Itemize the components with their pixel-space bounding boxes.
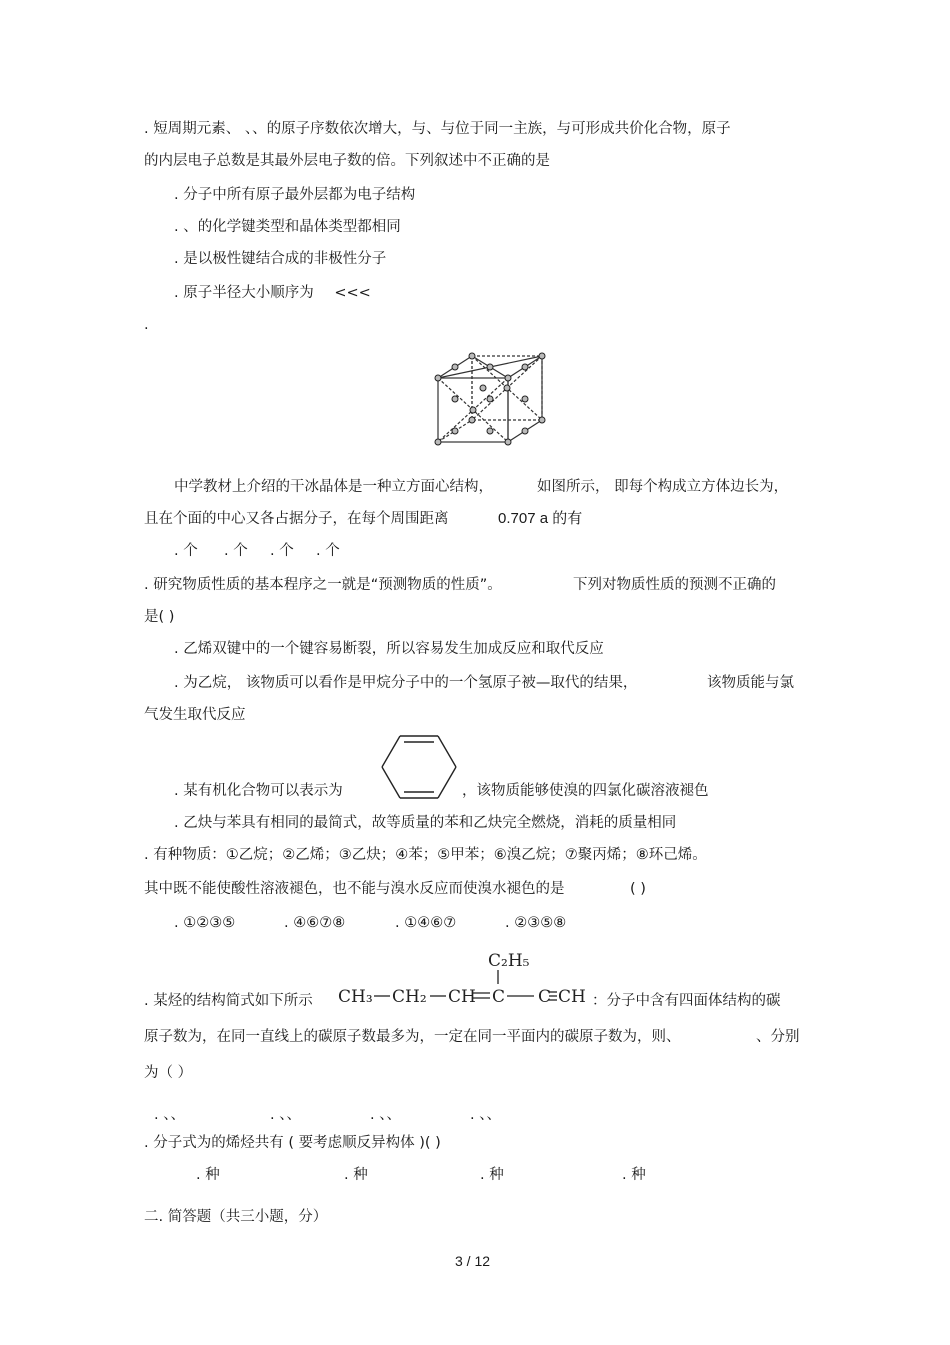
- formula-c5: C: [538, 987, 552, 1007]
- q5-option-a: . 、、: [154, 1107, 185, 1123]
- q6-stem: . 分子式为的烯烃共有 ( 要考虑顺反异构体 )( ): [144, 1135, 441, 1151]
- q4-option-d: . ②③⑤⑧: [505, 915, 567, 931]
- q2-option-a: . 个: [174, 543, 198, 559]
- q1-option-d-prefix: . 原子半径大小顺序为: [174, 285, 314, 301]
- formula-c1: CH₃: [338, 987, 373, 1007]
- q5-stem-suffix: ：分子中含有四面体结构的碳: [592, 993, 781, 1009]
- q3-stem-line2: 是( ): [144, 609, 175, 625]
- q3-stem-line1-b: 下列对物质性质的预测不正确的: [573, 577, 776, 593]
- q1-option-d-order: <<<: [334, 285, 371, 301]
- q5-option-d: . 、、: [470, 1107, 501, 1123]
- q2-stem-line1-a: 中学教材上介绍的干冰晶体是一种立方面心结构，: [174, 479, 493, 495]
- formula-c4: C: [492, 987, 506, 1007]
- q1-option-d: [174, 284, 371, 302]
- q5-option-b: . 、、: [270, 1107, 301, 1123]
- q3-stem-line1-a: . 研究物质性质的基本程序之一就是“预测物质的性质”。: [144, 577, 502, 593]
- q5-option-c: . 、、: [370, 1107, 401, 1123]
- page-number: 3 / 12: [455, 1253, 491, 1269]
- q2-option-b: . 个: [224, 543, 248, 559]
- q1-option-a: . 分子中所有原子最外层都为电子结构: [174, 187, 416, 203]
- q6-option-b: . 种: [344, 1167, 368, 1183]
- q6-option-d: . 种: [622, 1167, 646, 1183]
- q3-option-b-tail: 该物质能与氯: [707, 675, 794, 691]
- q4-stem-line2-b: ( ): [630, 881, 646, 897]
- formula-c6: CH: [558, 987, 586, 1007]
- formula-c3: CH: [448, 987, 476, 1007]
- q1-option-b: . 、的化学键类型和晶体类型都相同: [174, 219, 401, 235]
- q3-option-c-tail: ，该物质能够使溴的四氯化碳溶液褪色: [462, 783, 709, 799]
- q5-stem-prefix: . 某烃的结构简式如下所示: [144, 993, 313, 1009]
- q4-option-c: . ①④⑥⑦: [395, 915, 457, 931]
- q2-option-d: . 个: [316, 543, 340, 559]
- q3-option-b-line2: 气发生取代反应: [144, 707, 246, 723]
- q2-option-c: . 个: [270, 543, 294, 559]
- q4-stem-line1: . 有种物质：①乙烷；②乙烯；③乙炔；④苯；⑤甲苯；⑥溴乙烷；⑦聚丙烯；⑧环己烯。: [144, 847, 707, 863]
- hydrocarbon-structure-formula: [336, 946, 592, 1010]
- q4-option-b: . ④⑥⑦⑧: [284, 915, 346, 931]
- q3-option-c: . 某有机化合物可以表示为: [174, 783, 343, 799]
- q5-stem-line2-a: 原子数为，在同一直线上的碳原子数最多为，一定在同一平面内的碳原子数为，则、: [144, 1029, 681, 1045]
- q1-stem-line1: . 短周期元素、 、、的原子序数依次增大，与、与位于同一主族，与可形成共价化合物，原子: [144, 121, 731, 137]
- q1-option-c: . 是以极性键结合成的非极性分子: [174, 251, 387, 267]
- q1-stem-line2: 的内层电子总数是其最外层电子数的倍。下列叙述中不正确的是: [144, 153, 550, 169]
- q2-stem-line2-a: 且在个面的中心又各占据分子，在每个周围距离: [144, 511, 449, 527]
- formula-c2: CH₂: [392, 987, 427, 1007]
- q5-stem-line3: 为（ ）: [144, 1065, 193, 1081]
- section2-title: 二. 简答题（共三小题，分）: [144, 1209, 328, 1225]
- formula-branch: C₂H₅: [488, 951, 530, 971]
- q5-stem-line2-b: 、分别: [756, 1029, 800, 1045]
- q6-option-c: . 种: [480, 1167, 504, 1183]
- q4-option-a: . ①②③⑤: [174, 915, 236, 931]
- q3-option-b: . 为乙烷， 该物质可以看作是甲烷分子中的一个氢原子被—取代的结果，: [174, 675, 638, 691]
- q4-stem-line2-a: 其中既不能使酸性溶液褪色，也不能与溴水反应而使溴水褪色的是: [144, 881, 565, 897]
- q2-number: .: [144, 317, 149, 333]
- q3-option-d: . 乙炔与苯具有相同的最简式，故等质量的苯和乙炔完全燃烧，消耗的质量相同: [174, 815, 677, 831]
- q2-stem-line2-b: 0.707 a 的有: [498, 510, 583, 527]
- q3-option-a: . 乙烯双键中的一个键容易断裂，所以容易发生加成反应和取代反应: [174, 641, 604, 657]
- q2-stem-line1-b: 如图所示， 即每个构成立方体边长为，: [537, 479, 789, 495]
- dry-ice-crystal-figure: [426, 350, 550, 452]
- q6-option-a: . 种: [196, 1167, 220, 1183]
- cyclohexadiene-structure: [378, 732, 460, 802]
